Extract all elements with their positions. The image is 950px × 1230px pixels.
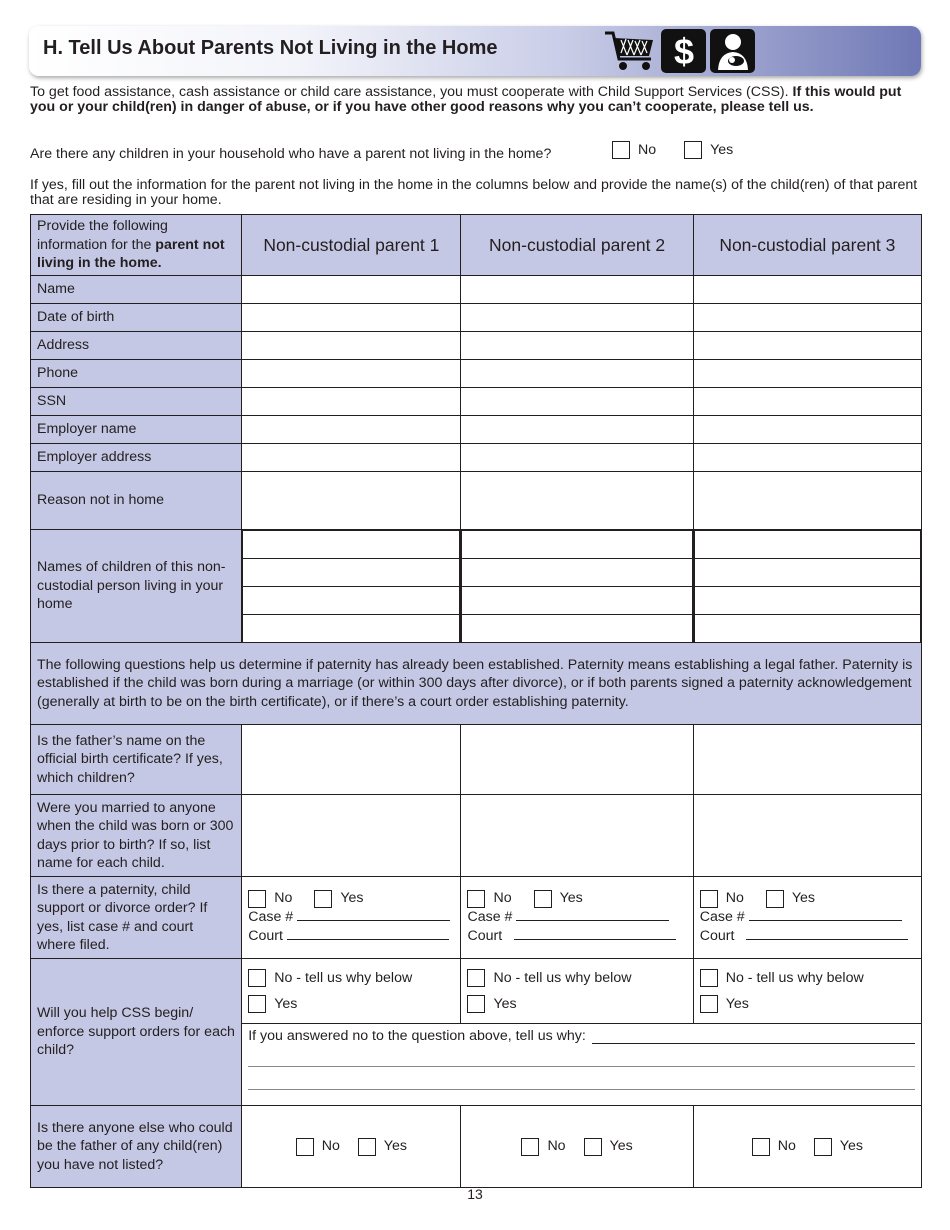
child-name-field[interactable] (462, 587, 692, 615)
employer-name-field[interactable] (242, 416, 461, 444)
married-field[interactable] (461, 795, 693, 877)
phone-field[interactable] (242, 360, 461, 388)
no-tell-label: No - tell us why below (274, 970, 413, 986)
no-label: No (725, 890, 744, 906)
table-header-label (31, 215, 242, 276)
employer-address-field[interactable] (461, 444, 693, 472)
name-field[interactable] (693, 276, 921, 304)
section-header (29, 26, 921, 76)
married-field[interactable] (693, 795, 921, 877)
no-checkbox[interactable] (467, 969, 485, 987)
employer-address-field[interactable] (693, 444, 921, 472)
court-label: Court (467, 928, 503, 944)
column-header-parent-1: Non-custodial parent 1 (242, 215, 461, 276)
why-line-field[interactable] (248, 1044, 915, 1067)
help-css-cell (461, 959, 693, 1024)
child-name-field[interactable] (462, 559, 692, 587)
employer-address-field[interactable] (242, 444, 461, 472)
row-label-name: Name (31, 276, 242, 304)
row-label-children: Names of children of this non-custodial person living in your home (31, 530, 242, 643)
anyone-else-cell (461, 1106, 693, 1188)
svg-text:$: $ (673, 32, 694, 70)
no-checkbox[interactable] (700, 890, 718, 908)
father-name-field[interactable] (693, 725, 921, 795)
phone-field[interactable] (693, 360, 921, 388)
dollar-icon (661, 29, 706, 73)
yes-checkbox[interactable] (358, 1138, 376, 1156)
no-label: No (493, 890, 512, 906)
why-prompt: If you answered no to the question above, tell us why: (248, 1028, 586, 1044)
court-label: Court (699, 928, 735, 944)
row-label-ssn: SSN (31, 388, 242, 416)
address-field[interactable] (693, 332, 921, 360)
address-field[interactable] (242, 332, 461, 360)
yes-checkbox[interactable] (248, 995, 266, 1013)
yes-checkbox[interactable] (700, 995, 718, 1013)
row-label-father-name: Is the father’s name on the official birth certificate? If yes, which children? (31, 725, 242, 795)
why-line-field[interactable] (592, 1031, 915, 1044)
dob-field[interactable] (693, 304, 921, 332)
children-names-cell (693, 530, 921, 643)
name-field[interactable] (461, 276, 693, 304)
shopping-cart-icon (603, 29, 657, 73)
phone-field[interactable] (461, 360, 693, 388)
page-number: 13 (467, 1186, 483, 1202)
yes-checkbox[interactable] (814, 1138, 832, 1156)
anyone-else-cell (693, 1106, 921, 1188)
ssn-field[interactable] (242, 388, 461, 416)
child-name-field[interactable] (462, 531, 692, 559)
case-number-field[interactable] (297, 908, 450, 921)
employer-name-field[interactable] (461, 416, 693, 444)
no-checkbox[interactable] (467, 890, 485, 908)
address-field[interactable] (461, 332, 693, 360)
child-name-field[interactable] (462, 615, 692, 643)
no-checkbox[interactable] (612, 141, 630, 159)
court-field[interactable] (514, 927, 676, 940)
child-name-field[interactable] (243, 587, 460, 615)
paternity-info: The following questions help us determine if paternity has already been established. Paternity means establishing a legal father. Paternity is established if the child was born during a marriage (or within 300 days after divorce), or if both parents signed a paternity acknowledgement (generally at birth to be on the birth certificate), or if there’s a court order establishing paternity. (31, 643, 922, 725)
yes-checkbox[interactable] (766, 890, 784, 908)
reason-field[interactable] (461, 472, 693, 530)
question-children-parent: Are there any children in your household who have a parent not living in the home? (30, 146, 552, 162)
no-label: No (274, 890, 293, 906)
case-label: Case # (699, 909, 745, 925)
header-icons (603, 29, 755, 73)
no-checkbox[interactable] (752, 1138, 770, 1156)
order-cell (693, 877, 921, 959)
no-tell-label: No - tell us why below (493, 970, 632, 986)
child-name-field[interactable] (694, 559, 920, 587)
help-css-cell (242, 959, 461, 1024)
court-field[interactable] (746, 927, 908, 940)
dob-field[interactable] (242, 304, 461, 332)
yes-label: Yes (839, 1138, 863, 1155)
row-label-phone: Phone (31, 360, 242, 388)
row-label-employer-address: Employer address (31, 444, 242, 472)
question-children-options (612, 141, 757, 159)
yes-label: Yes (274, 996, 298, 1012)
why-cell (242, 1024, 922, 1106)
married-field[interactable] (242, 795, 461, 877)
row-label-dob: Date of birth (31, 304, 242, 332)
yes-label: Yes (725, 996, 749, 1012)
child-name-field[interactable] (243, 559, 460, 587)
row-label-employer-name: Employer name (31, 416, 242, 444)
column-header-parent-2: Non-custodial parent 2 (461, 215, 693, 276)
case-number-field[interactable] (749, 908, 902, 921)
yes-checkbox[interactable] (684, 141, 702, 159)
row-label-reason: Reason not in home (31, 472, 242, 530)
father-name-field[interactable] (242, 725, 461, 795)
ssn-field[interactable] (461, 388, 693, 416)
case-label: Case # (248, 909, 294, 925)
row-label-order: Is there a paternity, child support or divorce order? If yes, list case # and court where filed. (31, 877, 242, 959)
no-label: No (547, 1138, 566, 1155)
case-number-field[interactable] (516, 908, 669, 921)
no-checkbox[interactable] (248, 890, 266, 908)
yes-label: Yes (609, 1138, 633, 1155)
yes-checkbox[interactable] (534, 890, 552, 908)
yes-label: Yes (340, 890, 364, 906)
intro-text (30, 85, 922, 115)
row-label-married: Were you married to anyone when the child was born or 300 days prior to birth? If so, list name for each child. (31, 795, 242, 877)
parent-child-icon (710, 29, 755, 73)
yes-label: Yes (559, 890, 583, 906)
child-name-field[interactable] (694, 587, 920, 615)
child-name-field[interactable] (243, 615, 460, 643)
if-yes-instructions: If yes, fill out the information for the parent not living in the home in the columns below and provide the name(s) of the child(ren) of that parent that are residing in your home. (30, 177, 918, 208)
intro-normal: To get food assistance, cash assistance or child care assistance, you must cooperate with Child Support Services (CSS). (30, 84, 793, 100)
court-label: Court (248, 928, 283, 944)
column-header-parent-3: Non-custodial parent 3 (693, 215, 921, 276)
child-name-field[interactable] (694, 531, 920, 559)
help-css-cell (693, 959, 921, 1024)
no-tell-label: No - tell us why below (725, 970, 864, 986)
child-name-field[interactable] (694, 615, 920, 643)
yes-label: Yes (383, 1138, 407, 1155)
intro-bold: If this would put you or your child(ren) in danger of abuse, or if you have other good reasons why you can’t cooperate, please tell us. (30, 84, 902, 115)
yes-checkbox[interactable] (467, 995, 485, 1013)
no-checkbox[interactable] (248, 969, 266, 987)
employer-name-field[interactable] (693, 416, 921, 444)
no-label: No (321, 1138, 340, 1155)
case-label: Case # (467, 909, 513, 925)
no-checkbox[interactable] (700, 969, 718, 987)
yes-label: Yes (493, 996, 517, 1012)
parents-table (30, 214, 922, 1188)
reason-field[interactable] (242, 472, 461, 530)
yes-checkbox[interactable] (314, 890, 332, 908)
children-names-cell (242, 530, 461, 643)
no-checkbox[interactable] (296, 1138, 314, 1156)
row-label-help-css: Will you help CSS begin/ enforce support orders for each child? (31, 959, 242, 1106)
no-checkbox[interactable] (521, 1138, 539, 1156)
child-name-field[interactable] (243, 531, 460, 559)
children-names-cell (461, 530, 693, 643)
name-field[interactable] (242, 276, 461, 304)
row-label-address: Address (31, 332, 242, 360)
order-cell (242, 877, 461, 959)
section-title: H. Tell Us About Parents Not Living in the Home (43, 37, 498, 59)
court-field[interactable] (287, 927, 449, 940)
no-label: No (638, 142, 657, 158)
yes-label: Yes (710, 142, 734, 158)
row-label-anyone-else: Is there anyone else who could be the father of any child(ren) you have not listed? (31, 1106, 242, 1188)
yes-label: Yes (791, 890, 816, 906)
ssn-field[interactable] (693, 388, 921, 416)
yes-checkbox[interactable] (584, 1138, 602, 1156)
reason-field[interactable] (693, 472, 921, 530)
no-label: No (777, 1138, 796, 1155)
header-label-normal: Provide the following information for the (37, 218, 168, 253)
anyone-else-cell (242, 1106, 461, 1188)
father-name-field[interactable] (461, 725, 693, 795)
order-cell (461, 877, 693, 959)
header-label-bold: parent not living in the home. (37, 236, 225, 272)
why-line-field[interactable] (248, 1067, 915, 1090)
dob-field[interactable] (461, 304, 693, 332)
